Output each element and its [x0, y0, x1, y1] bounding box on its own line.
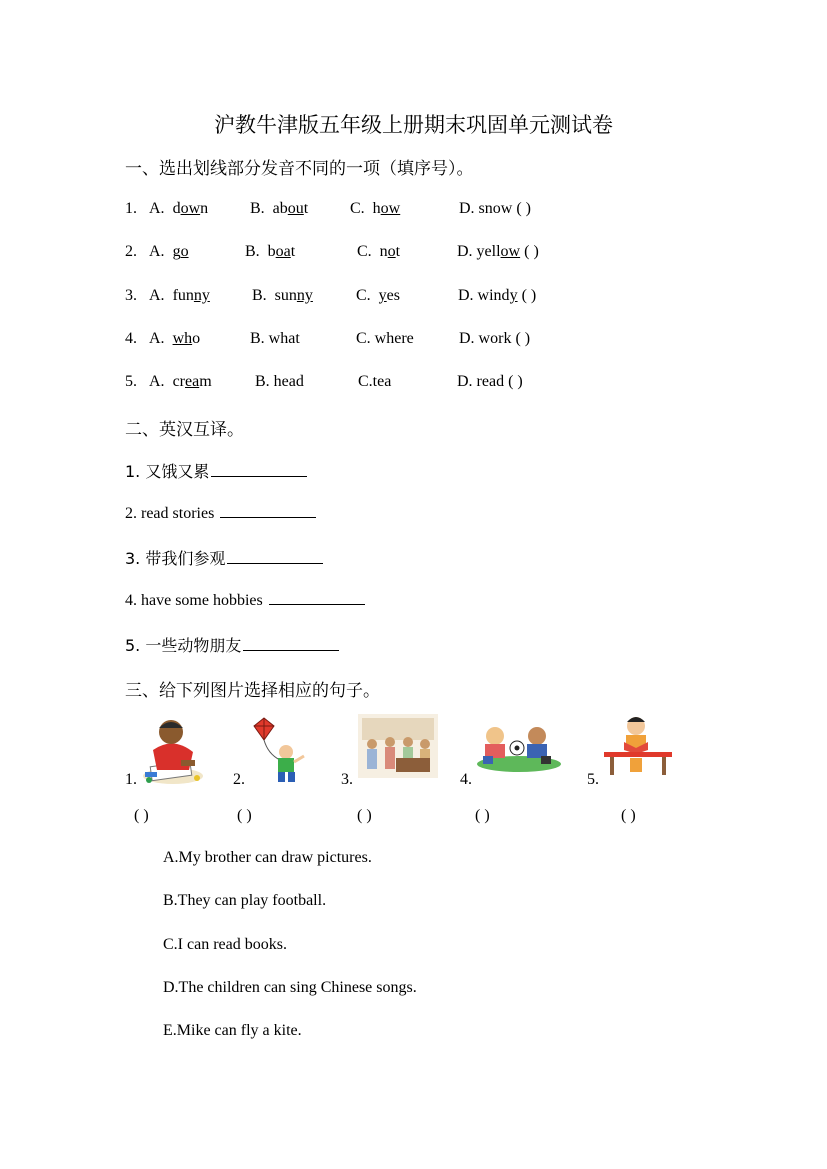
boys-playing-football-picture [475, 722, 563, 772]
sentence-option: B.They can play football. [163, 892, 327, 909]
translate-item: 1. 又饿又累 [125, 459, 307, 482]
boy-flying-kite-picture [250, 716, 308, 786]
picture-number: 5. [587, 771, 599, 788]
sentence-option: E.Mike can fly a kite. [163, 1022, 302, 1039]
answer-paren[interactable]: ( ) [621, 807, 636, 824]
picture-number: 2. [233, 771, 245, 788]
answer-blank[interactable] [243, 636, 339, 651]
answer-blank[interactable] [211, 462, 307, 477]
picture-number: 4. [460, 771, 472, 788]
children-singing-picture [358, 714, 438, 778]
section2-heading: 二、英汉互译。 [125, 420, 244, 440]
answer-blank[interactable] [220, 503, 316, 518]
translate-item: 4. have some hobbies [125, 590, 365, 610]
answer-paren[interactable]: ( ) [134, 807, 149, 824]
picture-number: 3. [341, 771, 353, 788]
answer-paren[interactable]: ( ) [357, 807, 372, 824]
picture-number: 1. [125, 771, 137, 788]
sentence-option: A.My brother can draw pictures. [163, 849, 372, 866]
boy-drawing-picture [137, 714, 207, 786]
translate-item: 2. read stories [125, 503, 316, 523]
section3-heading: 三、给下列图片选择相应的句子。 [125, 681, 380, 701]
sentence-option: C.I can read books. [163, 936, 287, 953]
translate-item: 3. 带我们参观 [125, 546, 323, 569]
section1-heading: 一、选出划线部分发音不同的一项（填序号）。 [125, 159, 474, 179]
answer-blank[interactable] [227, 549, 323, 564]
answer-blank[interactable] [269, 590, 365, 605]
page-title: 沪教牛津版五年级上册期末巩固单元测试卷 [214, 113, 613, 137]
answer-paren[interactable]: ( ) [237, 807, 252, 824]
sentence-option: D.The children can sing Chinese songs. [163, 979, 417, 996]
answer-paren[interactable]: ( ) [475, 807, 490, 824]
translate-item: 5. 一些动物朋友 [125, 633, 339, 656]
boy-reading-books-picture [602, 714, 674, 778]
